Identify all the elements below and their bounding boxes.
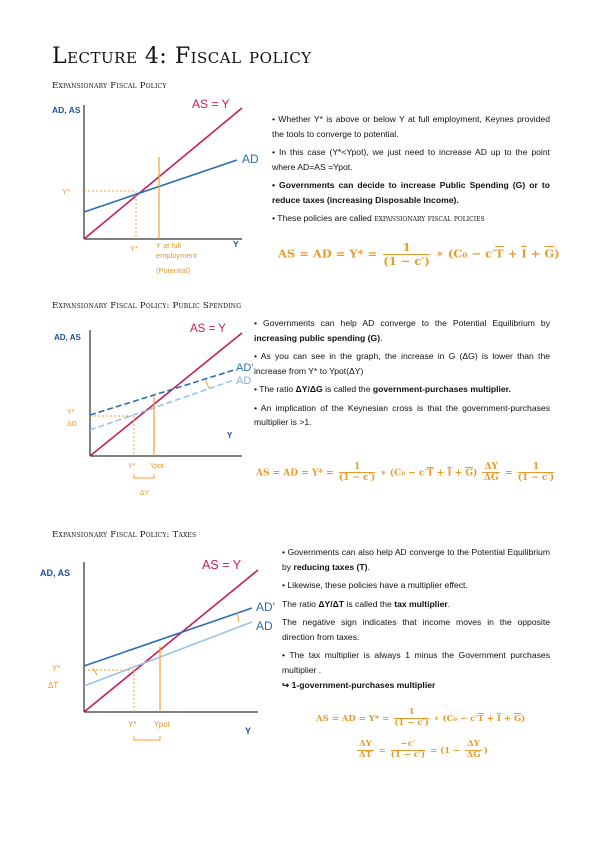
graph-public-spending	[52, 318, 262, 503]
ystar-y-label: Y*	[67, 409, 75, 416]
equation-tax-multiplier: $\frac{\Delta Y}{\Delta T}$ = $\frac{-c'}{(1 - c')}$ = (1 − $\frac{\Delta Y}{\Delta G}$ )	[358, 739, 488, 760]
yfull-label-2: employment	[156, 251, 197, 260]
delta-y-bracket	[134, 736, 160, 740]
as-line	[90, 333, 242, 456]
x-axis-label: Y	[227, 431, 233, 440]
as-line-label: AS = Y	[192, 97, 230, 111]
bullet-2: • Likewise, these policies have a multiplier effect.	[282, 580, 468, 590]
as-line-label: AS = Y	[190, 323, 226, 335]
ystar-x-label: Y*	[128, 720, 137, 729]
section-heading-public-spending: Expansionary Fiscal Policy: Public Spending	[52, 301, 242, 311]
arrow-note: ↪ 1-government-purchases multiplier	[282, 680, 436, 690]
bullet-1: • Governments can also help AD converge to the Potential Equilibrium by reducing taxes (T).	[282, 547, 550, 572]
y-axis-label: AD, AS	[54, 333, 81, 342]
potential-label: (Potential)	[156, 266, 191, 275]
bullet-3: • Governments can decide to increase Public Spending (G) or to reduce taxes (increasing Disposable Income).	[272, 180, 550, 205]
y-axis-label: AD, AS	[52, 105, 81, 115]
ystar-x-label: Y*	[130, 244, 138, 253]
yfull-label-1: Y at full	[156, 241, 181, 250]
ad-prime-label: AD'	[236, 362, 254, 374]
ad-line	[84, 160, 237, 212]
y-axis-label: AD, AS	[40, 568, 71, 578]
ystar-y-label: Y*	[52, 664, 61, 673]
equation-tax-ad: AS = AD = Y* = $\frac{1}{(1 - c')}$ ∗ $(C_0 - c'\overline{T} + \overline{I} + \overline{G})$	[316, 707, 526, 728]
graph-expansionary-fiscal-policy	[52, 95, 262, 280]
ad-prime-label: AD'	[256, 600, 275, 614]
as-line	[84, 570, 258, 712]
ystar-y-label: Y*	[62, 187, 70, 196]
shift-arrow	[205, 379, 209, 388]
ad-prime-line	[90, 370, 234, 415]
ypot-label: Ypot	[154, 720, 170, 729]
bullet-2: • As you can see in the graph, the increase in G (ΔG) is lower than the increase from Y* to Ypot(ΔY)	[254, 351, 550, 376]
ad-label: AD	[236, 375, 252, 387]
page-title: Lecture 4: Fiscal policy	[52, 44, 312, 69]
ad-line	[84, 622, 252, 686]
section3-text	[282, 545, 550, 697]
delta-y-bracket	[134, 474, 154, 478]
bullet-4: • These policies are called expansionary fiscal policies	[272, 213, 485, 223]
equation-ad-as: AS = AD = Y* = $\frac{1}{(1 - c')}$ ∗ $(C_0 - c'\overline{T} + \overline{I} + \overline{G})$	[278, 240, 560, 269]
equation-gov-multiplier: AS = AD = Y* = $\frac{1}{(1 - c')}$ ∗ $(C_0 - c'\overline{T} + \overline{I} + \overline{G})$ $\frac{\Delta Y}{\Delta G}$ = $\frac{1}{(1 - c')}$	[256, 462, 555, 484]
x-axis-label: Y	[233, 239, 239, 249]
bullet-1: • Governments can help AD converge to the Potential Equilibrium by increasing public spending (G).	[254, 318, 550, 343]
ad-line-label: AD	[242, 152, 259, 166]
graph-taxes	[40, 550, 280, 765]
bullet-5: • The tax multiplier is always 1 minus the Government purchases multiplier .	[282, 650, 550, 675]
bullet-3: • The ratio ΔY/ΔG is called the government-purchases multiplier.	[254, 384, 511, 394]
section-heading-taxes: Expansionary Fiscal Policy: Taxes	[52, 530, 197, 540]
ad-label: AD	[256, 619, 273, 633]
bullet-4: • An implication of the Keynesian cross is that the government-purchases multiplier is >1.	[254, 402, 550, 427]
shift-arrow-left	[93, 668, 97, 675]
ad-line	[90, 380, 234, 430]
bullet-3: The ratio ΔY/ΔT is called the tax multiplier.	[282, 598, 451, 609]
bullet-4: The negative sign indicates that income moves in the opposite direction from taxes.	[282, 617, 550, 642]
delta-t-label: ΔT	[48, 681, 59, 690]
ypot-label: Ypot	[150, 463, 164, 470]
bullet-2: • In this case (Y*<Ypot), we just need to increase AD up to the point where AD=AS =Ypot.	[272, 147, 550, 172]
section-heading-expansionary: Expansionary Fiscal Policy	[52, 81, 167, 91]
delta-y-label: ΔY	[140, 490, 150, 497]
x-axis-label: Y	[245, 726, 252, 736]
as-line	[84, 108, 242, 239]
as-line-label: AS = Y	[202, 558, 242, 572]
bullet-1: • Whether Y* is above or below Y at full employment, Keynes provided the tools to converge to potential.	[272, 114, 550, 139]
section1-text	[272, 112, 550, 231]
ad-prime-line	[84, 608, 252, 666]
section2-text	[254, 316, 550, 434]
delta-g-label: ΔG	[67, 421, 78, 428]
ystar-x-label: Y*	[128, 463, 136, 470]
